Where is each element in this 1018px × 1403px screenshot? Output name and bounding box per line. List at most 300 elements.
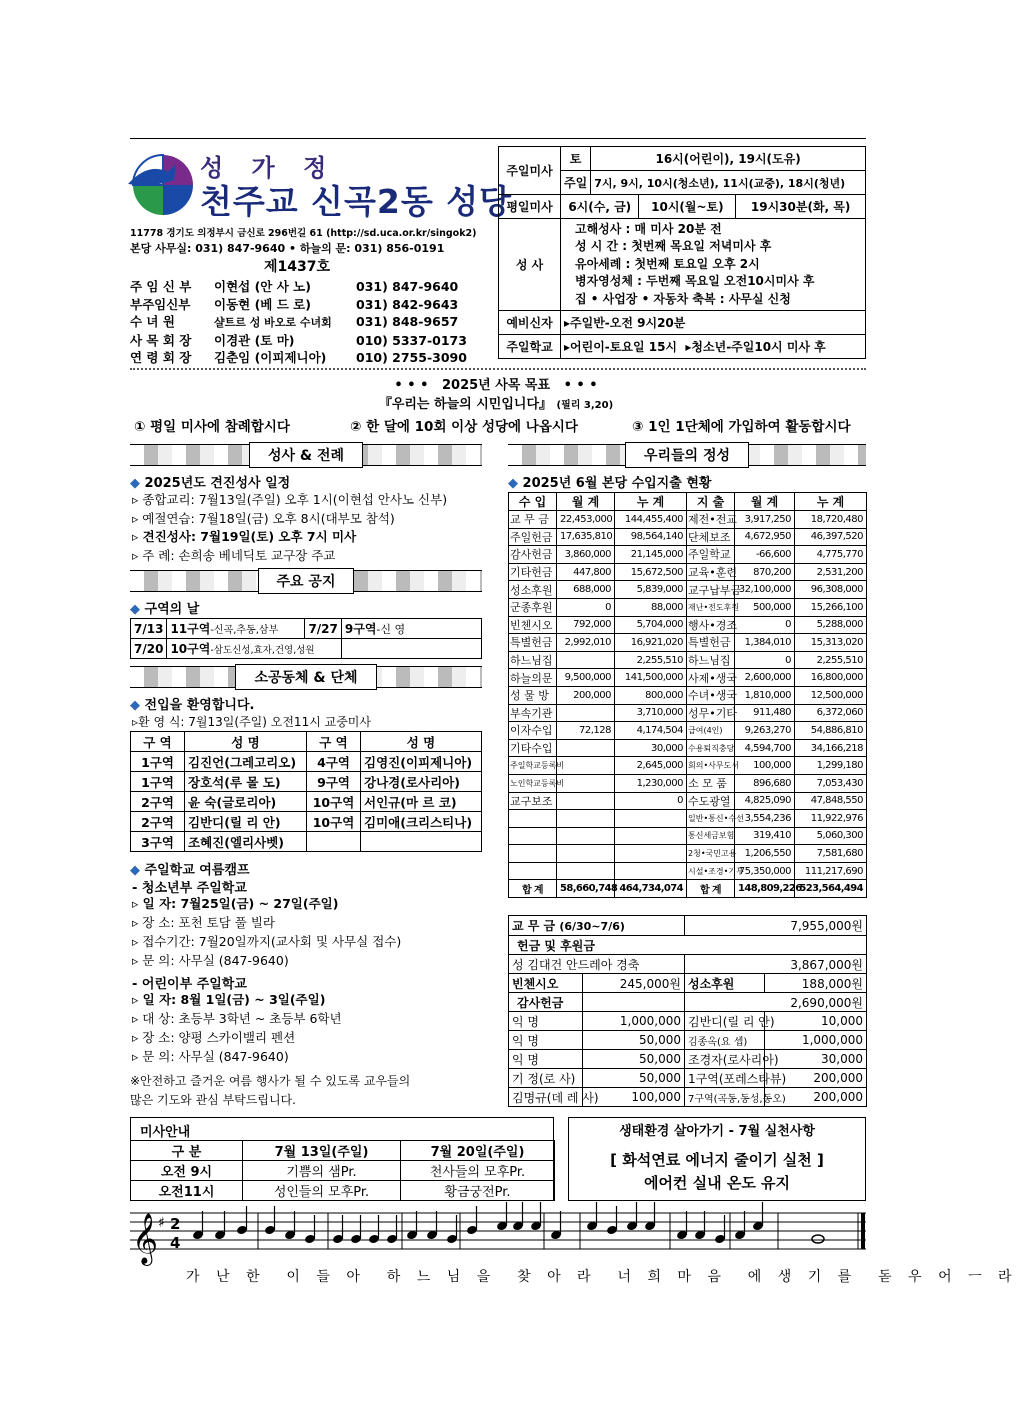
amount-cell: 3,860,000: [557, 546, 615, 564]
amount-cell: 4,594,700: [735, 739, 795, 757]
camp-note: [130, 1072, 410, 1110]
amount-cell: [615, 862, 687, 880]
welcome-table: [130, 731, 482, 852]
district-area: -신 영: [376, 623, 406, 636]
amount-cell: 100,000: [735, 757, 795, 775]
col-header: 지 출: [687, 493, 735, 511]
amount-cell: 144,455,400: [615, 511, 687, 529]
amount-cell: 18,720,480: [795, 511, 867, 529]
section-notices: [130, 570, 482, 592]
bullet-icon: ◆: [130, 698, 140, 713]
section-title: 우리들의 정성: [625, 442, 749, 468]
col-header: 성 명: [185, 732, 307, 752]
heading-text: 2025년도 견진성사 일정: [144, 476, 291, 491]
sacrament-line: 고해성사 : 매 미사 20분 전: [575, 221, 722, 236]
account-name: 소 모 품: [687, 774, 735, 792]
sacrament-info: [561, 219, 866, 311]
amount-cell: 3,710,000: [615, 704, 687, 722]
amount-cell: 46,397,520: [795, 528, 867, 546]
member-name: 김진언(그레고리오): [185, 752, 307, 772]
amount-cell: -66,600: [735, 546, 795, 564]
account-name: 2청•국민고용: [687, 845, 735, 863]
donation-amount: 50,000: [583, 1069, 685, 1088]
amount-cell: 141,500,000: [615, 669, 687, 687]
bullet-icon: ◆: [508, 476, 518, 491]
col-header: 수 입: [509, 493, 557, 511]
table-row: [509, 511, 867, 529]
weekday-time: 10시(월~토): [639, 195, 736, 219]
amount-cell: 4,775,770: [795, 546, 867, 564]
weekday-label: 평일미사: [499, 195, 561, 219]
amount-cell: 2,255,510: [615, 651, 687, 669]
amount-cell: 200,000: [557, 686, 615, 704]
staff-role: 부주임신부: [130, 296, 191, 312]
office-phones: 본당 사무실: 031) 847-9640 • 하늘의 문: 031) 856-0191: [130, 242, 445, 255]
col-header: 7월 20일(주일): [401, 1141, 555, 1161]
choir-name: 황금궁전Pr.: [401, 1181, 555, 1201]
amount-cell: [557, 774, 615, 792]
amount-cell: 30,000: [615, 739, 687, 757]
sunday-school-info: [561, 335, 866, 359]
eco-title: 생태환경 살아가기 - 7월 실천사항: [619, 1124, 815, 1139]
amount-cell: 5,704,000: [615, 616, 687, 634]
note-line: 많은 기도와 관심 부탁드립니다.: [130, 1093, 296, 1107]
sacrament-line: 집 • 사업장 • 자동차 축복 : 사무실 신청: [575, 291, 791, 306]
amount-cell: 16,800,000: [795, 669, 867, 687]
item-text: 종합교리: 7월13일(주일) 오후 1시(이현섭 안사노 신부): [142, 492, 448, 507]
account-name: [509, 845, 557, 863]
amount-cell: 98,564,140: [615, 528, 687, 546]
district-date: 7/13: [131, 619, 167, 639]
account-name: 감사헌금: [509, 546, 557, 564]
member-name: 김반디(릴 리 안): [185, 812, 307, 832]
amount-cell: 3,554,236: [735, 810, 795, 828]
amount-cell: 16,921,020: [615, 634, 687, 652]
table-row: [509, 845, 867, 863]
table-row: [509, 722, 867, 740]
account-name: 하느님집: [687, 651, 735, 669]
account-name: 노인학교등록비: [509, 774, 557, 792]
donation-amount: 10,000: [765, 1012, 867, 1031]
amount-cell: 2,600,000: [735, 669, 795, 687]
account-name: 단체보조: [687, 528, 735, 546]
staff-row: [130, 313, 467, 332]
amount-cell: 5,060,300: [795, 827, 867, 845]
total-row: [509, 880, 867, 898]
donation-row: [509, 1012, 867, 1031]
table-row: [509, 528, 867, 546]
col-header: 구 역: [307, 732, 361, 752]
total-cell: 58,660,748: [557, 880, 615, 898]
amount-cell: 4,825,090: [735, 792, 795, 810]
sun-label: 주일: [561, 171, 591, 195]
welcome-line: ▹환 영 식: 7월13일(주일) 오전11시 교중미사: [132, 715, 371, 729]
amount-cell: 22,453,000: [557, 511, 615, 529]
list-item: ▹ 종합교리: 7월13일(주일) 오후 1시(이현섭 안사노 신부): [132, 492, 448, 507]
amount-cell: 7,581,680: [795, 845, 867, 863]
vincent-label: 빈첸시오: [509, 974, 583, 993]
amount-cell: [615, 827, 687, 845]
staff-row: [130, 278, 467, 296]
staff-name: 이경관 (토 마): [214, 332, 295, 348]
total-cell: 523,564,494: [795, 880, 867, 898]
list-item: ▹ 접수기간: 7월20일까지(교사회 및 사무실 접수): [132, 934, 402, 949]
catechumen-label: 예비신자: [499, 311, 561, 335]
member-name: 김미애(크리스티나): [361, 812, 482, 832]
district-table: [130, 618, 482, 659]
total-cell: 합 계: [509, 880, 557, 898]
sat-label: 토: [561, 147, 591, 171]
item-text: 접수기간: 7월20일까지(교사회 및 사무실 접수): [142, 934, 402, 949]
item-text: 일 자: 8월 1일(금) ~ 3일(주일): [142, 992, 326, 1007]
account-name: [509, 862, 557, 880]
list-item: ▹ 견진성사: 7월19일(토) 오후 7시 미사: [132, 529, 357, 544]
total-cell: 464,734,074: [615, 880, 687, 898]
item-text: 장 소: 양평 스카이밸리 펜션: [142, 1030, 296, 1045]
amount-cell: 11,922,976: [795, 810, 867, 828]
goals-title: • • • 2025년 사목 목표 • • •: [394, 378, 598, 393]
sat-times: 16시(어린이), 19시(도유): [591, 147, 866, 171]
section-liturgy: [130, 444, 482, 466]
donation-amount: 50,000: [583, 1031, 685, 1050]
mass-schedule-table: [498, 146, 866, 359]
account-name: 교구보조: [509, 792, 557, 810]
amount-cell: 21,145,000: [615, 546, 687, 564]
amount-cell: 15,672,500: [615, 563, 687, 581]
eco-line1: [ 화석연료 에너지 줄이기 실천 ]: [610, 1151, 824, 1169]
donor-name: 김종옥(요 셉): [685, 1031, 765, 1050]
account-name: 기타수입: [509, 739, 557, 757]
account-name: 통신세금보험: [687, 827, 735, 845]
district-cell: [307, 832, 361, 852]
sunday-school-label: 주일학교: [499, 335, 561, 359]
district-cell: 1구역: [131, 772, 185, 792]
total-cell: 148,809,226: [735, 880, 795, 898]
dotted-divider: [130, 368, 866, 370]
heading-text: 전입을 환영합니다.: [144, 698, 255, 713]
account-name: [509, 810, 557, 828]
amount-cell: 111,217,690: [795, 862, 867, 880]
account-name: 기타헌금: [509, 563, 557, 581]
account-name: 교구납부금: [687, 581, 735, 599]
sacrament-line: 유아세례 : 첫번째 토요일 오후 2시: [575, 256, 760, 271]
issue-number: 제1437호: [264, 259, 331, 275]
donation-row: [509, 1069, 867, 1088]
table-row: [509, 616, 867, 634]
saint-feast-label: 성 김대건 안드레아 경축: [509, 955, 685, 974]
treble-clef-icon: 𝄞: [132, 1213, 159, 1264]
table-row: [509, 686, 867, 704]
choir-name: 기쁨의 샘Pr.: [243, 1161, 401, 1181]
sacrament-line: 성 시 간 : 첫번째 목요일 저녁미사 후: [575, 239, 772, 254]
donation-amount: 50,000: [583, 1050, 685, 1069]
amount-cell: 9,500,000: [557, 669, 615, 687]
list-item: ▹ 예절연습: 7월18일(금) 오후 8시(대부모 참석): [132, 510, 395, 526]
confirmation-list: [132, 491, 447, 565]
amount-cell: 5,288,000: [795, 616, 867, 634]
account-name: 제전•전교: [687, 511, 735, 529]
item-text: 견진성사: 7월19일(토) 오후 7시 미사: [142, 529, 357, 544]
child-heading: - 어린이부 주일학교: [132, 977, 247, 992]
table-row: [131, 772, 482, 792]
amount-cell: 1,206,550: [735, 845, 795, 863]
sunday-school-youth: ▸청소년-주일10시 미사 후: [685, 340, 826, 354]
account-name: 사제•생국: [687, 669, 735, 687]
table-row: [509, 563, 867, 581]
thanks-amount: 2,690,000원: [685, 993, 867, 1012]
member-name: 장호석(루 몰 도): [185, 772, 307, 792]
account-name: 주일헌금: [509, 528, 557, 546]
col-header: 월 계: [735, 493, 795, 511]
account-name: 주일학교등록비: [509, 757, 557, 775]
amount-cell: 0: [735, 616, 795, 634]
donation-amount: 1,000,000: [765, 1031, 867, 1050]
account-name: 교 무 금: [509, 511, 557, 529]
kyomu-label-cell: [509, 916, 685, 936]
sunday-school-child: ▸어린이-토요일 15시: [564, 340, 678, 354]
donation-amount: 200,000: [765, 1088, 867, 1107]
list-item: ▹ 일 자: 7월25일(금) ~ 27일(주일): [132, 896, 339, 911]
table-row: [509, 774, 867, 792]
amount-cell: [557, 792, 615, 810]
weekday-time: 19시30분(화, 목): [736, 195, 866, 219]
staff-tel: 031) 847-9640: [356, 279, 459, 294]
vincent-amount: 245,000원: [583, 974, 685, 993]
sharp-icon: ♯: [158, 1215, 165, 1231]
account-name: 수도광열: [687, 792, 735, 810]
amount-cell: 1,384,010: [735, 634, 795, 652]
district-cell: 2구역: [131, 792, 185, 812]
table-row: [509, 669, 867, 687]
donor-name: 7구역(곡동,동성,동오): [685, 1088, 765, 1107]
sacrament-label: 성 사: [499, 219, 561, 311]
saint-feast-amount: 3,867,000원: [685, 955, 867, 974]
motto-ref: (필리 3,20): [556, 400, 614, 411]
section-title: 성사 & 전례: [249, 442, 363, 468]
sacrament-line: 병자영성체 : 두번째 목요일 오전10시미사 후: [575, 274, 815, 289]
donor-name: 김반디(릴 리 안): [685, 1012, 765, 1031]
amount-cell: 870,200: [735, 563, 795, 581]
heading-text: 2025년 6월 본당 수입지출 현황: [522, 476, 712, 491]
staff-role: 수 녀 원: [130, 314, 175, 329]
section-community: [130, 666, 482, 688]
goal-item: ① 평일 미사에 참례합시다: [134, 419, 290, 435]
account-name: 재난•전도후원: [687, 598, 735, 616]
note-head: [812, 1235, 824, 1243]
table-row: [131, 832, 482, 852]
donation-amount: 200,000: [765, 1069, 867, 1088]
offering-title: 헌금 및 후원금: [509, 936, 867, 955]
member-name: 김영진(이피제니아): [361, 752, 482, 772]
amount-cell: 447,800: [557, 563, 615, 581]
list-item: ▹ 대 상: 초등부 3학년 ~ 초등부 6학년: [132, 1011, 342, 1026]
amount-cell: [557, 651, 615, 669]
table-row: [509, 757, 867, 775]
account-name: 급여(4인): [687, 722, 735, 740]
member-name: 조혜진(엘리사벳): [185, 832, 307, 852]
time-signature: 2: [170, 1215, 181, 1233]
col-header: 성 명: [361, 732, 482, 752]
choir-name: 천사들의 모후Pr.: [401, 1161, 555, 1181]
amount-cell: 319,410: [735, 827, 795, 845]
amount-cell: 5,839,000: [615, 581, 687, 599]
welcome-heading: [130, 694, 254, 713]
table-row: [131, 812, 482, 832]
amount-cell: [557, 810, 615, 828]
amount-cell: 1,230,000: [615, 774, 687, 792]
item-text: 장 소: 포천 토담 풀 빌라: [142, 915, 276, 930]
time-signature: 4: [170, 1234, 181, 1252]
table-row: [509, 581, 867, 599]
amount-cell: 2,531,200: [795, 563, 867, 581]
account-name: 시설•조경•기부: [687, 862, 735, 880]
donor-name: 익 명: [509, 1031, 583, 1050]
staff-tel: 031) 842-9643: [356, 296, 459, 312]
thanks-label: 감사헌금: [509, 993, 583, 1012]
staff-row: [130, 296, 467, 314]
bullet-icon: ◆: [130, 602, 140, 617]
item-text: 예절연습: 7월18일(금) 오후 8시(대부모 참석): [142, 510, 395, 526]
donor-name: 익 명: [509, 1050, 583, 1069]
amount-cell: 688,000: [557, 581, 615, 599]
item-text: 대 상: 초등부 3학년 ~ 초등부 6학년: [142, 1011, 342, 1026]
amount-cell: [557, 739, 615, 757]
staff-name: 김춘임 (이피제니아): [214, 350, 327, 365]
table-row: [509, 862, 867, 880]
list-item: ▹ 문 의: 사무실 (847-9640): [132, 953, 289, 968]
amount-cell: [615, 810, 687, 828]
account-name: 군종후원: [509, 598, 557, 616]
child-list: [132, 990, 342, 1066]
donation-row: [509, 1031, 867, 1050]
donor-name: 조경자(로사리아): [685, 1050, 765, 1069]
table-row: [509, 792, 867, 810]
amount-cell: 9,263,270: [735, 722, 795, 740]
account-name: 일반•통신•수선: [687, 810, 735, 828]
amount-cell: 911,480: [735, 704, 795, 722]
table-row: [131, 792, 482, 812]
address: 11778 경기도 의정부시 금신로 296번길 61 (http://sd.uca.or.kr/singok2): [130, 228, 477, 239]
goal-item: ② 한 달에 10회 이상 성당에 나옵시다: [350, 419, 578, 435]
amount-cell: 1,810,000: [735, 686, 795, 704]
account-name: 수녀•생국: [687, 686, 735, 704]
staff-role: 연 령 회 장: [130, 350, 192, 365]
account-name: 하느님집: [509, 651, 557, 669]
staff-tel: 010) 2755-3090: [356, 350, 467, 365]
account-name: 행사•경조: [687, 616, 735, 634]
list-item: ▹ 주 례: 손희송 베네딕토 교구장 주교: [132, 547, 336, 563]
account-name: 성소후원: [509, 581, 557, 599]
amount-cell: 0: [615, 792, 687, 810]
member-name: 윤 숙(글로리아): [185, 792, 307, 812]
amount-cell: [557, 757, 615, 775]
sun-mass-label: 주일미사: [499, 147, 561, 195]
goals-motto: [0, 393, 992, 412]
amount-cell: 17,635,810: [557, 528, 615, 546]
district-cell: 4구역: [307, 752, 361, 772]
item-text: 주 례: 손희송 베네딕토 교구장 주교: [142, 547, 336, 563]
district-cell: 10구역: [307, 812, 361, 832]
amount-cell: 792,000: [557, 616, 615, 634]
account-name: 수용퇴직충당: [687, 739, 735, 757]
section-title: 주요 공지: [258, 568, 355, 594]
staff-role: 사 목 회 장: [130, 332, 192, 348]
youth-heading: - 청소년부 주일학교: [132, 881, 247, 896]
district-heading: [130, 598, 199, 617]
donation-amount: 30,000: [765, 1050, 867, 1069]
staff-list: [130, 278, 467, 367]
member-name: 강나경(로사리아): [361, 772, 482, 792]
amount-cell: 96,308,000: [795, 581, 867, 599]
district-cell: 1구역: [131, 752, 185, 772]
staff-row: [130, 349, 467, 367]
amount-cell: 0: [735, 651, 795, 669]
amount-cell: 0: [557, 598, 615, 616]
account-name: 교육•훈련: [687, 563, 735, 581]
table-row: [509, 810, 867, 828]
table-row: [509, 739, 867, 757]
table-row: [509, 827, 867, 845]
amount-cell: 47,848,550: [795, 792, 867, 810]
music-staff: [130, 1205, 866, 1267]
table-row: [131, 752, 482, 772]
amount-cell: 15,266,100: [795, 598, 867, 616]
heading-text: 구역의 날: [144, 602, 200, 617]
section-offerings: [508, 444, 866, 466]
weekday-time: 6시(수, 금): [561, 195, 639, 219]
amount-cell: 4,672,950: [735, 528, 795, 546]
amount-cell: 1,299,180: [795, 757, 867, 775]
staff-tel: 010) 5337-0173: [356, 332, 467, 348]
staff-name: 이동현 (베 드 로): [214, 296, 311, 312]
table-row: [509, 704, 867, 722]
amount-cell: 500,000: [735, 598, 795, 616]
list-item: ▹ 일 자: 8월 1일(금) ~ 3일(주일): [132, 992, 326, 1007]
mass-time: 오전11시: [131, 1181, 243, 1201]
item-text: 문 의: 사무실 (847-9640): [142, 953, 289, 968]
youth-list: [132, 894, 401, 970]
amount-cell: 32,100,000: [735, 581, 795, 599]
mass-guide-title: 미사안내: [140, 1125, 191, 1140]
table-header: [509, 493, 867, 511]
donation-row: [509, 1050, 867, 1069]
confirmation-heading: [130, 472, 290, 491]
district-name: 9구역: [344, 622, 377, 636]
parish-name: 천주교 신곡2동 성당: [200, 182, 512, 221]
total-cell: 합 계: [687, 880, 735, 898]
finance-heading: [508, 472, 711, 491]
amount-cell: 54,886,810: [795, 722, 867, 740]
amount-cell: 4,174,504: [615, 722, 687, 740]
amount-cell: 2,255,510: [795, 651, 867, 669]
sun-times: 7시, 9시, 10시(청소년), 11시(교중), 18시(청년): [591, 171, 866, 195]
eco-line2: 에어컨 실내 온도 유지: [643, 1174, 791, 1192]
amount-cell: [615, 845, 687, 863]
amount-cell: 88,000: [615, 598, 687, 616]
list-item: ▹ 장 소: 양평 스카이밸리 펜션: [132, 1030, 296, 1045]
donor-name: 익 명: [509, 1012, 583, 1031]
amount-cell: [557, 862, 615, 880]
col-header: 누 계: [615, 493, 687, 511]
staff-name: 이현섭 (안 사 노): [214, 279, 311, 294]
district-cell: 2구역: [131, 812, 185, 832]
catechumen-info: ▸주일반-오전 9시20분: [561, 311, 866, 335]
donation-amount: 100,000: [583, 1088, 685, 1107]
district-area: -신곡,추동,삼부: [210, 625, 279, 636]
amount-cell: 2,992,010: [557, 634, 615, 652]
amount-cell: 2,645,000: [615, 757, 687, 775]
amount-cell: [557, 845, 615, 863]
